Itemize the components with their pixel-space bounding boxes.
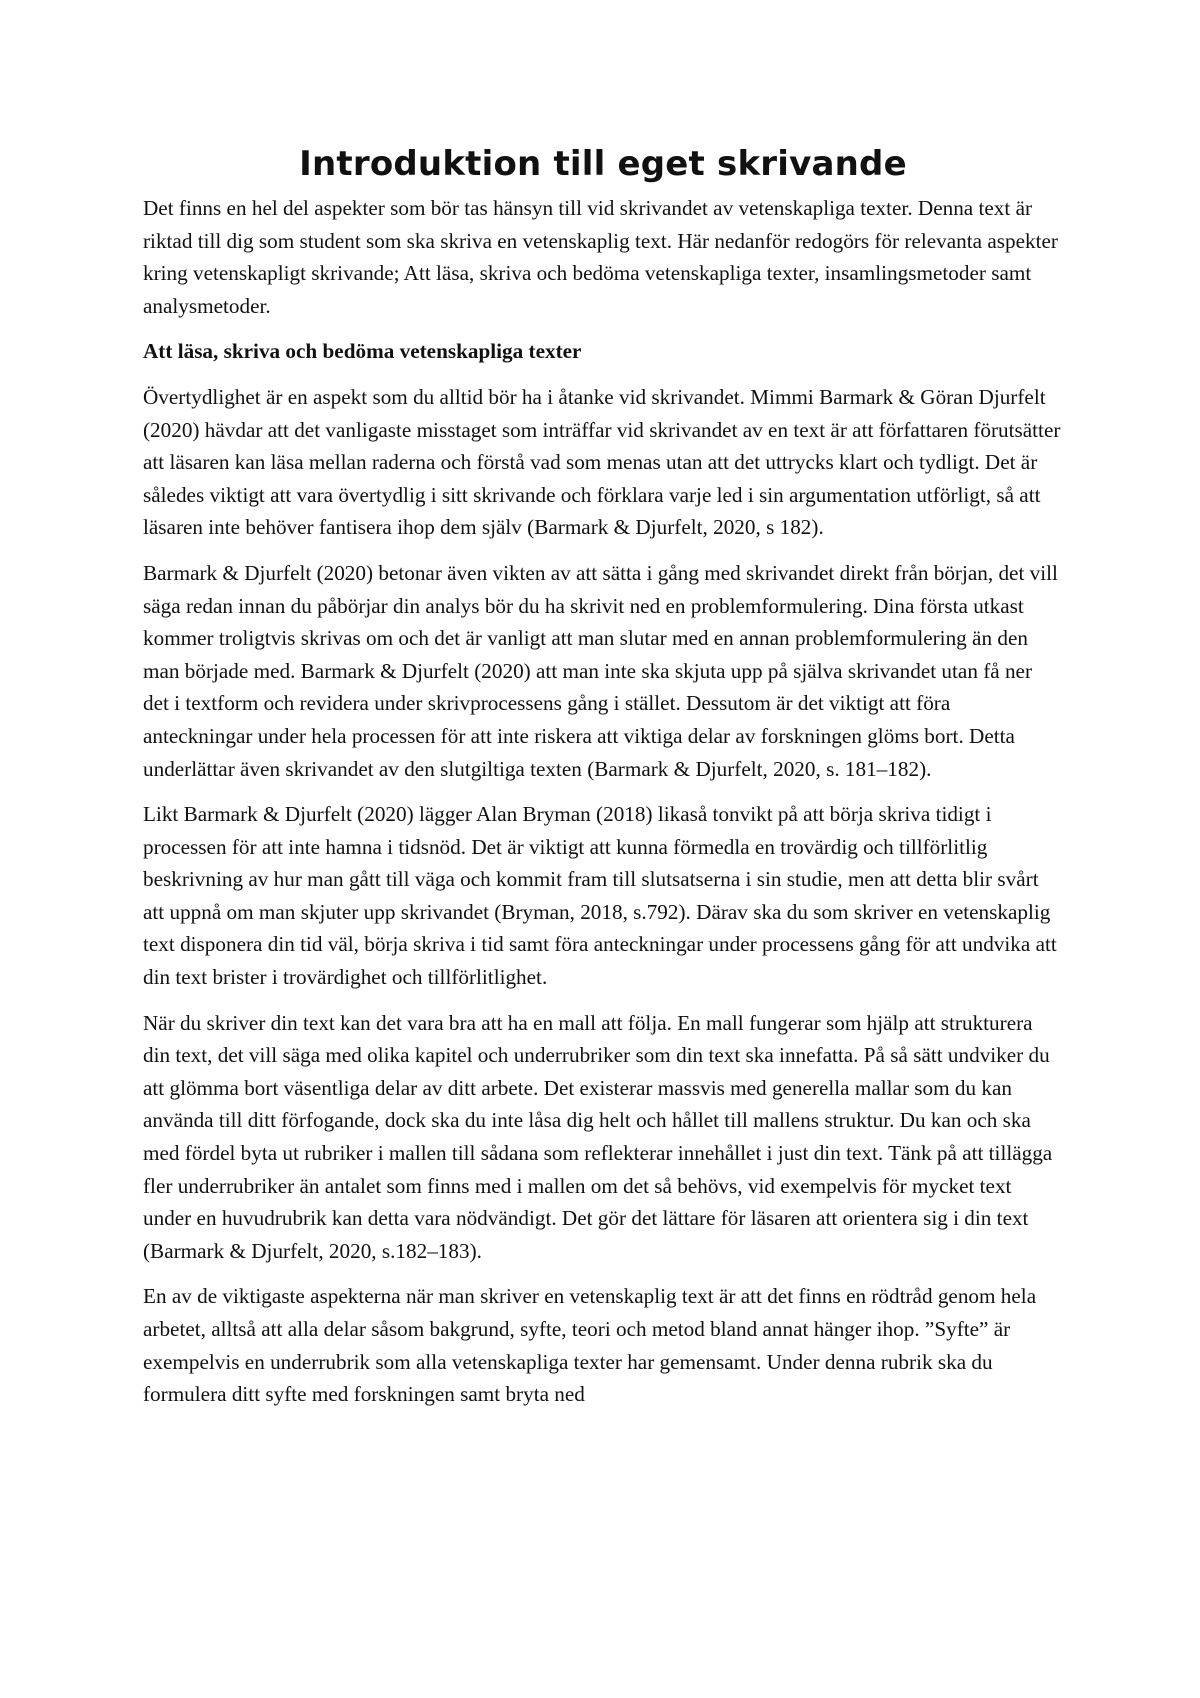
intro-paragraph: Det finns en hel del aspekter som bör tas hänsyn till vid skrivandet av vetenskapliga texter. Denna text är riktad till dig som student som ska skriva en vetenskaplig text. Här nedanför redogörs för relevanta aspekter kring vetenskapligt skrivande; Att läsa, skriva och bedöma vetenskapliga texter, insamlingsmetoder samt analysmetoder. <box>143 196 1058 318</box>
section-heading: Att läsa, skriva och bedöma vetenskapliga texter <box>143 339 582 364</box>
body-paragraph: En av de viktigaste aspekterna när man skriver en vetenskaplig text är att det finns en rödtråd genom hela arbetet, alltså att alla delar såsom bakgrund, syfte, teori och metod bland annat hänger ihop. ”Syfte” är exempelvis en underrubrik som alla vetenskapliga texter har gemensamt. Under denna rubrik ska du formulera ditt syfte med forskningen samt bryta ned <box>143 1284 1037 1407</box>
body-paragraph: När du skriver din text kan det vara bra att ha en mall att följa. En mall fungerar som hjälp att strukturera din text, det vill säga med olika kapitel och underrubriker som din text ska innefatta. På så sätt undviker du att glömma bort väsentliga delar av ditt arbete. Det existerar massvis med generella mallar som du kan använda till ditt förfogande, dock ska du inte låsa dig helt och hållet till mallens struktur. Du kan och ska med fördel byta ut rubriker i mallen till sådana som reflekterar innehållet i just din text. Tänk på att tillägga fler underrubriker än antalet som finns med i mallen om det så behövs, vid exempelvis för mycket text under en huvudrubrik kan detta vara nödvändigt. Det gör det lättare för läsaren att orientera sig i din text (Barmark & Djurfelt, 2020, s.182–183). <box>143 1010 1053 1263</box>
body-paragraph: Likt Barmark & Djurfelt (2020) lägger Alan Bryman (2018) likaså tonvikt på att börja skriva tidigt i processen för att inte hamna i tidsnöd. Det är viktigt att kunna förmedla en trovärdig och tillförlitlig beskrivning av hur man gått till väga och kommit fram till slutsatserna i sin studie, men att detta blir svårt att uppnå om man skjuter upp skrivandet (Bryman, 2018, s.792). Därav ska du som skriver en vetenskaplig text disponera din tid väl, börja skriva i tid samt föra anteckningar under processens gång för att undvika att din text brister i trovärdighet och tillförlitlighet. <box>143 802 1057 990</box>
document-title: Introduktion till eget skrivande <box>299 144 907 184</box>
document-body <box>143 142 1063 1424</box>
body-paragraph: Barmark & Djurfelt (2020) betonar även vikten av att sätta i gång med skrivandet direkt från början, det vill säga redan innan du påbörjar din analys bör du ha skrivit ned en problemformulering. Dina första utkast kommer troligtvis skrivas om och det är vanligt att man slutar med en annan problemformulering än den man började med. Barmark & Djurfelt (2020) att man inte ska skjuta upp på själva skrivandet utan få ner det i textform och revidera under skrivprocessens gång i stället. Dessutom är det viktigt att föra anteckningar under hela processen för att inte riskera att viktiga delar av forskningen glöms bort. Detta underlättar även skrivandet av den slutgiltiga texten (Barmark & Djurfelt, 2020, s. 181–182). <box>143 560 1058 781</box>
body-paragraph: Övertydlighet är en aspekt som du alltid bör ha i åtanke vid skrivandet. Mimmi Barmark & Göran Djurfelt (2020) hävdar att det vanligaste misstaget som inträffar vid skrivandet av en text är att författaren förutsätter att läsaren kan läsa mellan raderna och förstå vad som menas utan att det uttrycks klart och tydligt. Det är således viktigt att vara övertydlig i sitt skrivande och förklara varje led i sin argumentation utförligt, så att läsaren inte behöver fantisera ihop dem själv (Barmark & Djurfelt, 2020, s 182). <box>143 384 1061 540</box>
